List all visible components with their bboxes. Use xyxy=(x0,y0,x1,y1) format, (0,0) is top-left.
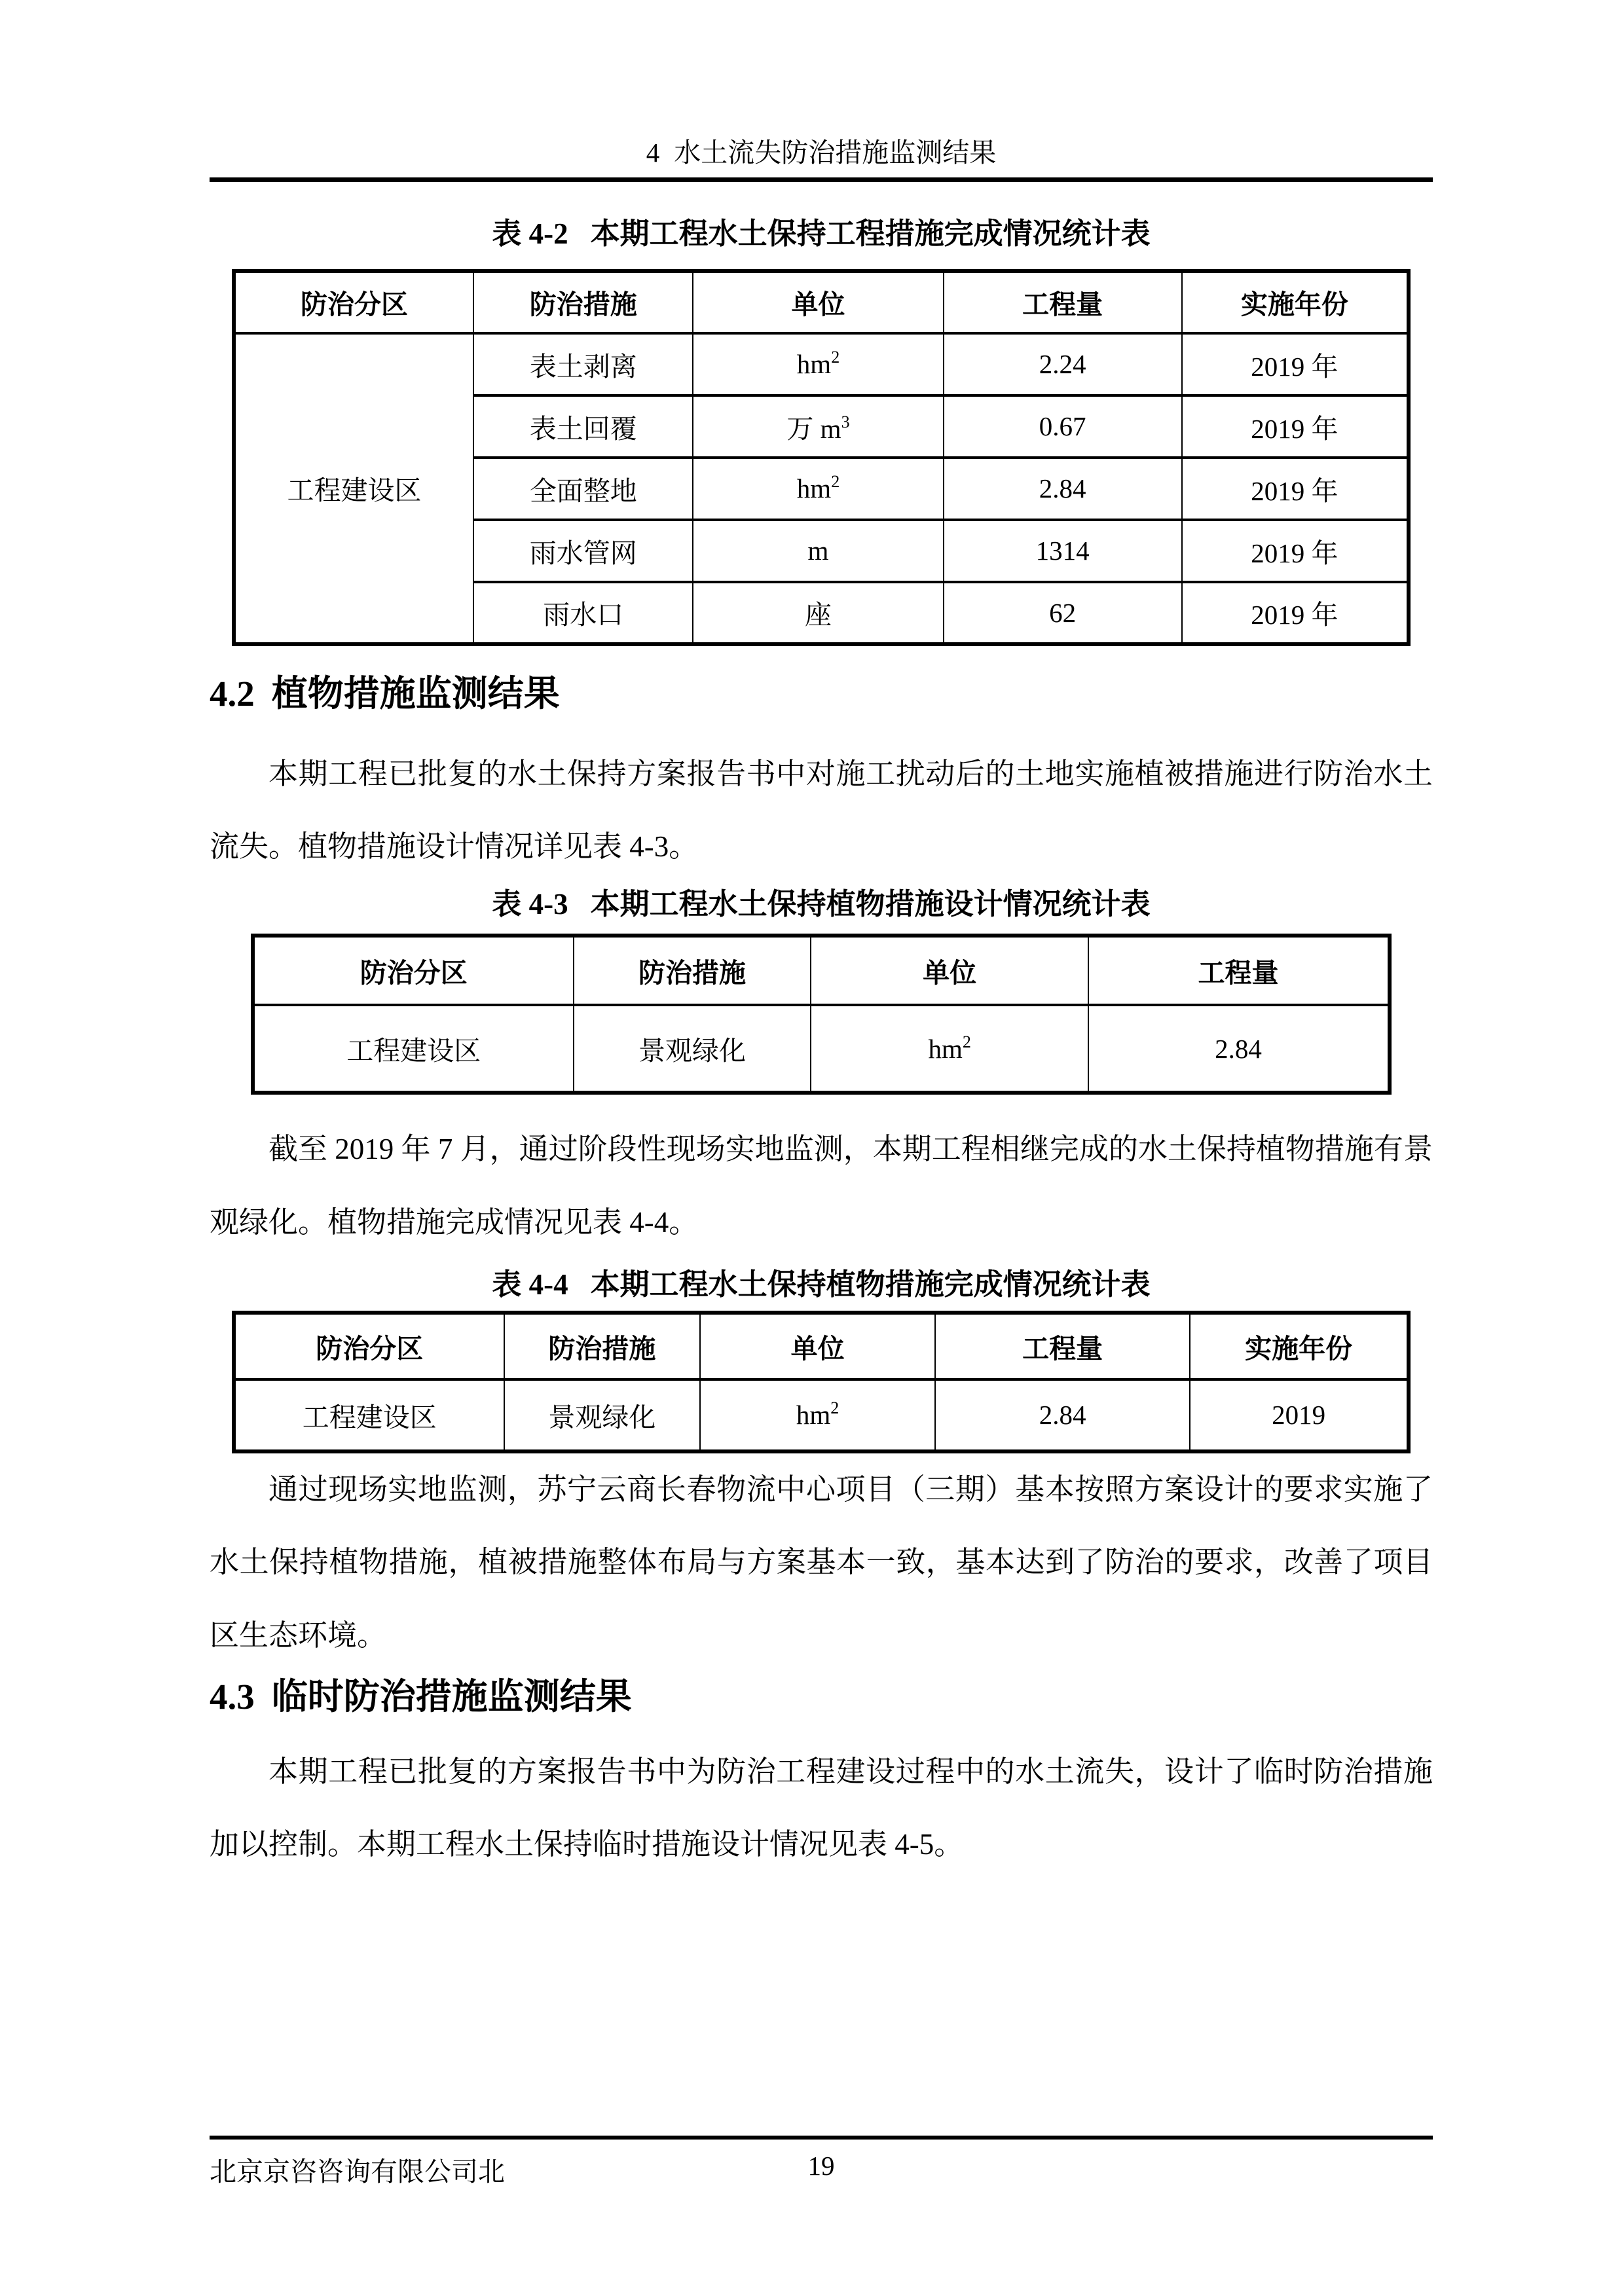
table-4-3-caption-label: 表 4-3 xyxy=(492,887,568,920)
column-header: 工程量 xyxy=(935,1313,1190,1379)
quantity-cell: 2.84 xyxy=(944,458,1182,520)
quantity-cell: 0.67 xyxy=(944,395,1182,458)
year-cell: 2019 年 xyxy=(1182,395,1409,458)
measure-cell: 景观绿化 xyxy=(504,1379,701,1451)
unit-exponent: 2 xyxy=(831,348,840,367)
column-header: 单位 xyxy=(693,271,943,333)
year-cell: 2019 年 xyxy=(1182,582,1409,644)
table-row xyxy=(234,1379,1409,1451)
table-4-4 xyxy=(232,1311,1411,1453)
table-row xyxy=(253,1005,1390,1093)
year-cell: 2019 xyxy=(1190,1379,1409,1451)
section-title: 临时防治措施监测结果 xyxy=(271,1676,632,1717)
column-header: 防治分区 xyxy=(234,1313,504,1379)
unit-cell xyxy=(693,333,943,395)
unit-cell xyxy=(811,1005,1088,1093)
measure-cell: 雨水口 xyxy=(473,582,693,644)
section-title: 植物措施监测结果 xyxy=(271,673,560,714)
measure-cell: 表土剥离 xyxy=(473,333,693,395)
column-header: 工程量 xyxy=(1088,936,1390,1005)
measure-cell: 雨水管网 xyxy=(473,520,693,582)
table-4-4-header-row xyxy=(234,1313,1409,1379)
column-header: 实施年份 xyxy=(1190,1313,1409,1379)
measure-cell: 表土回覆 xyxy=(473,395,693,458)
table-4-4-caption xyxy=(210,1266,1433,1304)
quantity-cell: 62 xyxy=(944,582,1182,644)
column-header: 实施年份 xyxy=(1182,271,1409,333)
zone-cell: 工程建设区 xyxy=(234,333,473,644)
column-header: 工程量 xyxy=(944,271,1182,333)
quantity-cell: 2.84 xyxy=(935,1379,1190,1451)
section-4-3-heading xyxy=(210,1675,1433,1719)
section-number: 4.3 xyxy=(210,1676,255,1717)
table-4-3-header-row xyxy=(253,936,1390,1005)
table-4-3-caption xyxy=(210,885,1433,924)
table-row xyxy=(234,333,1409,395)
unit-exponent: 3 xyxy=(841,412,850,431)
paragraph: 本期工程已批复的方案报告书中为防治工程建设过程中的水土流失，设计了临时防治措施加以控制。本期工程水土保持临时措施设计情况见表 4-5。 xyxy=(210,1755,1433,1861)
unit-cell xyxy=(700,1379,935,1451)
year-cell: 2019 年 xyxy=(1182,520,1409,582)
unit-exponent: 2 xyxy=(962,1032,971,1051)
chapter-title: 水土流失防治措施监测结果 xyxy=(674,137,997,168)
quantity-cell: 2.24 xyxy=(944,333,1182,395)
footer-company: 北京京咨咨询有限公司北 xyxy=(210,2157,505,2187)
table-4-4-caption-text: 本期工程水土保持植物措施完成情况统计表 xyxy=(590,1268,1151,1302)
column-header: 防治分区 xyxy=(234,271,473,333)
unit-base: hm xyxy=(928,1033,963,1064)
unit-exponent: 2 xyxy=(831,472,840,491)
unit-cell xyxy=(693,520,943,582)
table-4-2-header-row xyxy=(234,271,1409,333)
year-cell: 2019 年 xyxy=(1182,458,1409,520)
paragraph: 截至 2019 年 7 月，通过阶段性现场实地监测，本期工程相继完成的水土保持植物措施有景观绿化。植物措施完成情况见表 4-4。 xyxy=(210,1133,1433,1239)
section-4-2-heading xyxy=(210,672,1433,716)
unit-base: hm xyxy=(796,473,832,503)
unit-exponent: 2 xyxy=(830,1398,840,1418)
paragraph: 通过现场实地监测，苏宁云商长春物流中心项目（三期）基本按照方案设计的要求实施了水土保持植物措施，植被措施整体布局与方案基本一致，基本达到了防治的要求，改善了项目区生态环境。 xyxy=(210,1472,1433,1652)
paragraph: 本期工程已批复的水土保持方案报告书中对施工扰动后的土地实施植被措施进行防治水土流失。植物措施设计情况详见表 4-3。 xyxy=(210,757,1433,864)
column-header: 防治措施 xyxy=(504,1313,701,1379)
measure-cell: 全面整地 xyxy=(473,458,693,520)
unit-base: 座 xyxy=(804,600,832,630)
unit-base: 万 m xyxy=(786,413,841,444)
unit-base: hm xyxy=(796,349,832,379)
table-4-2-caption-text: 本期工程水土保持工程措施完成情况统计表 xyxy=(590,217,1151,250)
column-header: 防治措施 xyxy=(574,936,811,1005)
year-cell: 2019 年 xyxy=(1182,333,1409,395)
column-header: 单位 xyxy=(700,1313,935,1379)
measure-cell: 景观绿化 xyxy=(574,1005,811,1093)
unit-base: hm xyxy=(796,1400,831,1430)
column-header: 防治分区 xyxy=(253,936,574,1005)
table-4-3-caption-text: 本期工程水土保持植物措施设计情况统计表 xyxy=(590,887,1151,920)
section-number: 4.2 xyxy=(210,673,255,714)
table-4-4-caption-label: 表 4-4 xyxy=(492,1268,568,1302)
chapter-number: 4 xyxy=(646,137,660,168)
unit-cell xyxy=(693,395,943,458)
column-header: 单位 xyxy=(811,936,1088,1005)
quantity-cell: 2.84 xyxy=(1088,1005,1390,1093)
page-number: 19 xyxy=(807,2151,835,2181)
quantity-cell: 1314 xyxy=(944,520,1182,582)
zone-cell: 工程建设区 xyxy=(253,1005,574,1093)
table-4-2 xyxy=(232,269,1411,646)
table-4-2-caption xyxy=(210,215,1433,253)
page-header xyxy=(210,131,1433,182)
column-header: 防治措施 xyxy=(473,271,693,333)
table-4-2-caption-label: 表 4-2 xyxy=(492,217,568,250)
zone-cell: 工程建设区 xyxy=(234,1379,504,1451)
table-4-3 xyxy=(251,934,1392,1095)
unit-cell xyxy=(693,458,943,520)
page-footer xyxy=(210,2136,1433,2189)
unit-base: m xyxy=(807,536,829,566)
unit-cell xyxy=(693,582,943,644)
